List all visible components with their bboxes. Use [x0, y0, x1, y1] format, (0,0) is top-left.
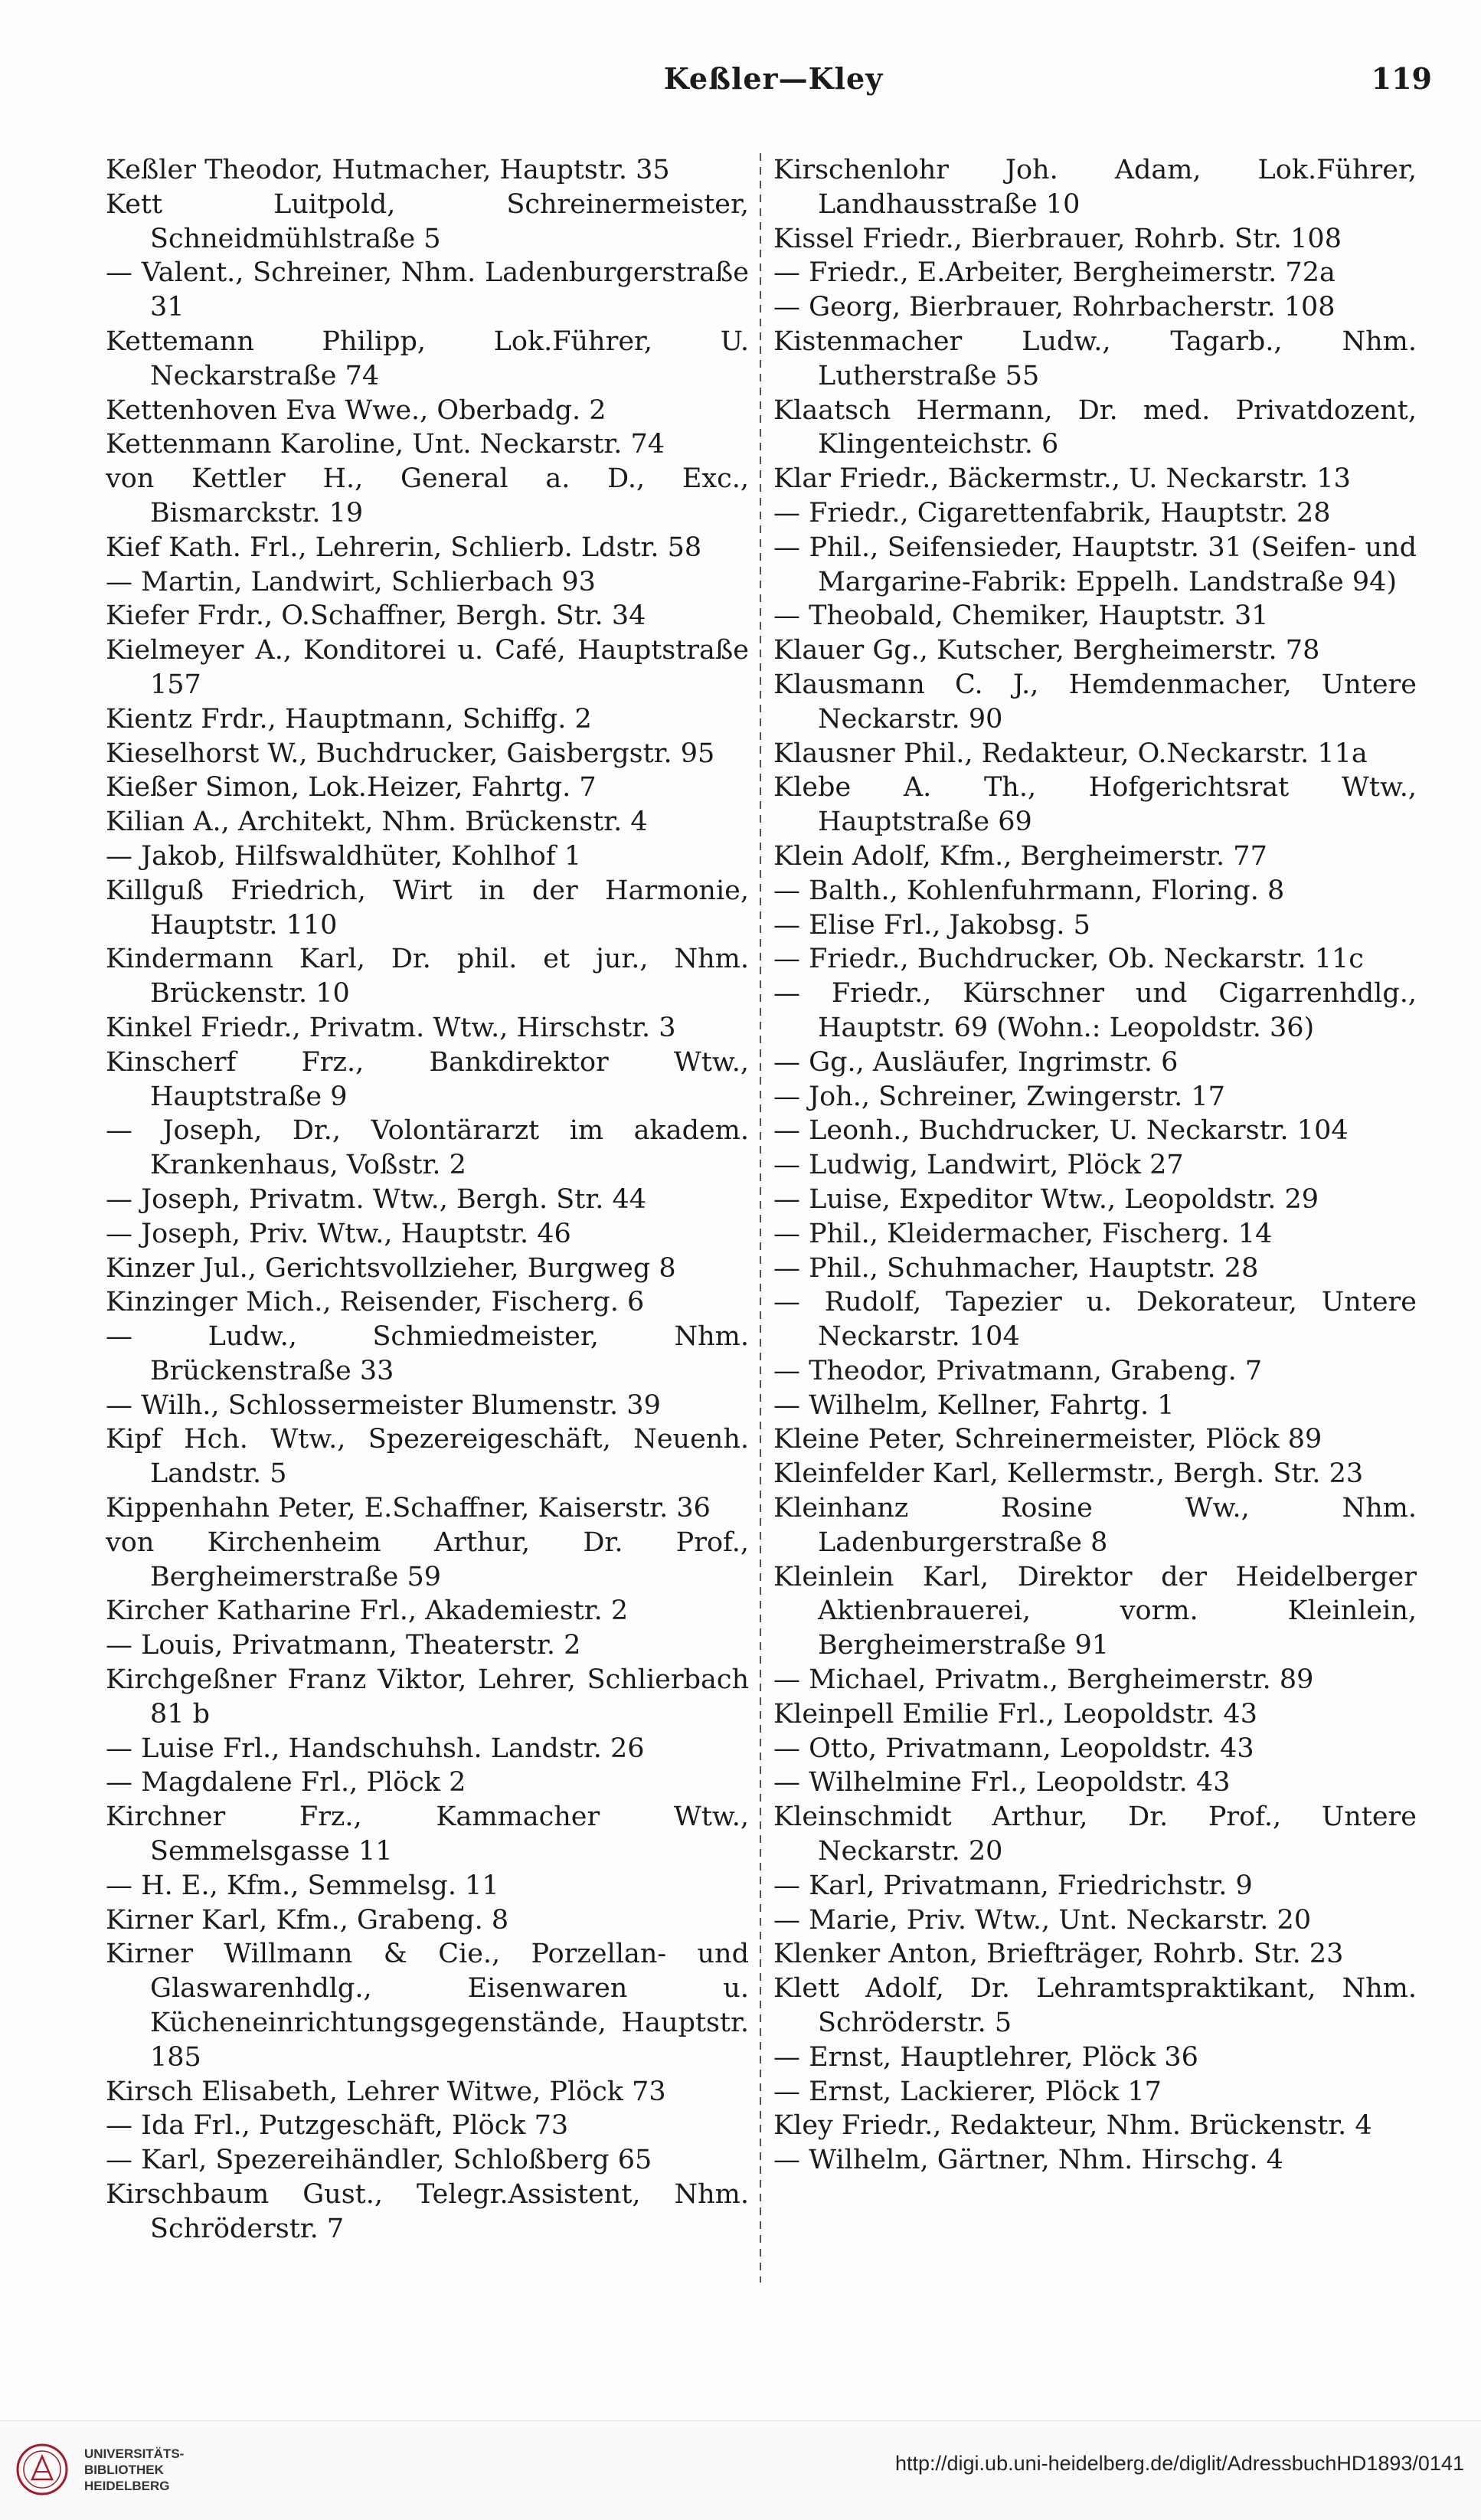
directory-entry: Kirschenlohr Joh. Adam, Lok.Führer, Landhausstraße 10 — [773, 155, 1417, 220]
directory-entry: Klenker Anton, Briefträger, Rohrb. Str. 23 — [773, 1939, 1344, 1970]
directory-entry: Klauer Gg., Kutscher, Bergheimerstr. 78 — [773, 635, 1320, 666]
directory-entry: Kleinpell Emilie Frl., Leopoldstr. 43 — [773, 1698, 1257, 1730]
directory-entry: — Otto, Privatmann, Leopoldstr. 43 — [773, 1733, 1254, 1764]
directory-entry: Kettenmann Karoline, Unt. Neckarstr. 74 — [106, 429, 665, 460]
directory-entry: Klar Friedr., Bäckermstr., U. Neckarstr. 13 — [773, 463, 1351, 495]
directory-entry: — Theodor, Privatmann, Grabeng. 7 — [773, 1355, 1263, 1386]
directory-entry: Keßler Theodor, Hutmacher, Hauptstr. 35 — [106, 155, 670, 185]
directory-entry: Klebe A. Th., Hofgerichtsrat Wtw., Hauptstraße 69 — [773, 772, 1417, 838]
directory-entry: Kindermann Karl, Dr. phil. et jur., Nhm. Brückenstr. 10 — [106, 944, 749, 1010]
directory-entry: — Joh., Schreiner, Zwingerstr. 17 — [773, 1081, 1225, 1112]
directory-entry: Klausner Phil., Redakteur, O.Neckarstr. 11a — [773, 738, 1368, 769]
directory-entry: — Friedr., Kürschner und Cigarrenhdlg., Hauptstr. 69 (Wohn.: Leopoldstr. 36) — [773, 978, 1417, 1043]
directory-entry: Kleinschmidt Arthur, Dr. Prof., Untere Neckarstr. 20 — [773, 1802, 1417, 1867]
running-title: Keßler—Kley — [663, 61, 884, 96]
directory-entry: — Joseph, Priv. Wtw., Hauptstr. 46 — [106, 1218, 571, 1249]
directory-entry: — Wilhelmine Frl., Leopoldstr. 43 — [773, 1767, 1231, 1798]
university-seal-icon — [15, 2443, 69, 2496]
directory-entry: Klaatsch Hermann, Dr. med. Privatdozent, Klingenteichstr. 6 — [773, 394, 1417, 460]
directory-entry: Kinscherf Frz., Bankdirektor Wtw., Hauptstraße 9 — [106, 1046, 749, 1112]
directory-entry: — Joseph, Dr., Volontärarzt im akadem. Krankenhaus, Voßstr. 2 — [106, 1115, 749, 1181]
directory-entry: Kielmeyer A., Konditorei u. Café, Hauptstraße 157 — [106, 635, 749, 700]
directory-entry: — Friedr., Buchdrucker, Ob. Neckarstr. 11c — [773, 944, 1364, 975]
directory-entry: Kipf Hch. Wtw., Spezereigeschäft, Neuenh. Landstr. 5 — [106, 1424, 749, 1490]
directory-entry: — Luise, Expeditor Wtw., Leopoldstr. 29 — [773, 1183, 1319, 1215]
directory-entry: Kinzinger Mich., Reisender, Fischerg. 6 — [106, 1287, 645, 1318]
directory-entry: Kley Friedr., Redakteur, Nhm. Brückenstr. 4 — [773, 2110, 1372, 2142]
column-divider — [760, 153, 761, 2283]
directory-entry: — H. E., Kfm., Semmelsg. 11 — [106, 1870, 499, 1901]
directory-entry: Kilian A., Architekt, Nhm. Brückenstr. 4 — [106, 807, 648, 838]
directory-entry: von Kettler H., General a. D., Exc., Bismarckstr. 19 — [106, 463, 749, 529]
directory-entry: — Ernst, Hauptlehrer, Plöck 36 — [773, 2041, 1198, 2073]
directory-entry: Killguß Friedrich, Wirt in der Harmonie, Hauptstr. 110 — [106, 875, 749, 941]
directory-entry: Kief Kath. Frl., Lehrerin, Schlierb. Ldstr. 58 — [106, 532, 702, 563]
directory-entry: Kirner Willmann & Cie., Porzellan- und Glaswarenhdlg., Eisenwaren u. Kücheneinrichtungsgegenstände, Hauptstr. 185 — [106, 1939, 749, 2073]
directory-entry: Kettenhoven Eva Wwe., Oberbadg. 2 — [106, 394, 606, 426]
directory-entry: — Wilhelm, Kellner, Fahrtg. 1 — [773, 1389, 1175, 1421]
directory-entry: Kistenmacher Ludw., Tagarb., Nhm. Lutherstraße 55 — [773, 326, 1417, 391]
directory-entry: Kirsch Elisabeth, Lehrer Witwe, Plöck 73 — [106, 2076, 666, 2107]
directory-entry: Klein Adolf, Kfm., Bergheimerstr. 77 — [773, 840, 1267, 872]
directory-entry: — Ernst, Lackierer, Plöck 17 — [773, 2076, 1162, 2107]
directory-entry: — Jakob, Hilfswaldhüter, Kohlhof 1 — [106, 840, 582, 872]
left-column — [106, 153, 749, 2290]
directory-entry: — Ludwig, Landwirt, Plöck 27 — [773, 1150, 1184, 1181]
directory-entry: Kießer Simon, Lok.Heizer, Fahrtg. 7 — [106, 772, 597, 803]
page-number: 119 — [1371, 61, 1432, 96]
directory-entry: — Wilhelm, Gärtner, Nhm. Hirschg. 4 — [773, 2145, 1283, 2176]
directory-entry: — Karl, Spezereihändler, Schloßberg 65 — [106, 2145, 652, 2176]
directory-entry: — Balth., Kohlenfuhrmann, Floring. 8 — [773, 875, 1285, 906]
directory-entry: — Marie, Priv. Wtw., Unt. Neckarstr. 20 — [773, 1904, 1312, 1936]
directory-entry: — Wilh., Schlossermeister Blumenstr. 39 — [106, 1389, 661, 1421]
directory-entry: — Leonh., Buchdrucker, U. Neckarstr. 104 — [773, 1115, 1349, 1147]
directory-entry: Kleinfelder Karl, Kellermstr., Bergh. Str. 23 — [773, 1458, 1364, 1490]
directory-entry: — Rudolf, Tapezier u. Dekorateur, Untere Neckarstr. 104 — [773, 1287, 1417, 1353]
directory-entry: Klausmann C. J., Hemdenmacher, Untere Neckarstr. 90 — [773, 669, 1417, 735]
directory-entry: — Magdalene Frl., Plöck 2 — [106, 1767, 466, 1798]
directory-entry: Kinkel Friedr., Privatm. Wtw., Hirschstr. 3 — [106, 1012, 676, 1043]
directory-entry: Kirchgeßner Franz Viktor, Lehrer, Schlierbach 81 b — [106, 1664, 749, 1730]
page-header — [115, 55, 1432, 109]
directory-entry: — Ludw., Schmiedmeister, Nhm. Brückenstraße 33 — [106, 1321, 749, 1386]
directory-entry: Kleine Peter, Schreinermeister, Plöck 89 — [773, 1424, 1322, 1455]
directory-entry: — Karl, Privatmann, Friedrichstr. 9 — [773, 1870, 1253, 1901]
directory-entry: — Luise Frl., Handschuhsh. Landstr. 26 — [106, 1733, 645, 1764]
directory-entry: Kippenhahn Peter, E.Schaffner, Kaiserstr. 36 — [106, 1493, 711, 1524]
directory-entry: Kissel Friedr., Bierbrauer, Rohrb. Str. 108 — [773, 223, 1342, 254]
directory-entry: — Gg., Ausläufer, Ingrimstr. 6 — [773, 1046, 1179, 1078]
directory-entry: — Louis, Privatmann, Theaterstr. 2 — [106, 1630, 581, 1661]
directory-entry: — Friedr., E.Arbeiter, Bergheimerstr. 72a — [773, 257, 1336, 289]
directory-entry: Kleinhanz Rosine Ww., Nhm. Ladenburgerstraße 8 — [773, 1493, 1417, 1558]
directory-entry: — Georg, Bierbrauer, Rohrbacherstr. 108 — [773, 292, 1336, 323]
directory-entry: — Phil., Schuhmacher, Hauptstr. 28 — [773, 1252, 1259, 1284]
directory-entry: Kientz Frdr., Hauptmann, Schiffg. 2 — [106, 703, 592, 735]
directory-entry: Kinzer Jul., Gerichtsvollzieher, Burgweg 8 — [106, 1252, 676, 1284]
directory-entry: — Theobald, Chemiker, Hauptstr. 31 — [773, 601, 1269, 632]
directory-entry: Kieselhorst W., Buchdrucker, Gaisbergstr. 95 — [106, 738, 715, 769]
directory-entry: Kleinlein Karl, Direktor der Heidelberger Aktienbrauerei, vorm. Kleinlein, Bergheimerstraße 91 — [773, 1561, 1417, 1661]
directory-entry: — Michael, Privatm., Bergheimerstr. 89 — [773, 1664, 1314, 1696]
directory-entry: Kircher Katharine Frl., Akademiestr. 2 — [106, 1595, 629, 1627]
viewer-footer — [0, 2420, 1481, 2520]
directory-entry: — Ida Frl., Putzgeschäft, Plöck 73 — [106, 2110, 569, 2142]
directory-entry: Kirchner Frz., Kammacher Wtw., Semmelsgasse 11 — [106, 1802, 749, 1867]
directory-entry: — Valent., Schreiner, Nhm. Ladenburgerstraße 31 — [106, 257, 749, 323]
directory-entry: — Martin, Landwirt, Schlierbach 93 — [106, 566, 596, 597]
directory-entry: von Kirchenheim Arthur, Dr. Prof., Bergheimerstraße 59 — [106, 1527, 749, 1592]
directory-entry: — Joseph, Privatm. Wtw., Bergh. Str. 44 — [106, 1183, 647, 1215]
directory-entry: Kirschbaum Gust., Telegr.Assistent, Nhm. Schröderstr. 7 — [106, 2179, 749, 2244]
directory-entry: — Elise Frl., Jakobsg. 5 — [773, 909, 1090, 941]
directory-entry: — Phil., Seifensieder, Hauptstr. 31 (Seifen- und Margarine-Fabrik: Eppelh. Landstraße 94) — [773, 532, 1417, 597]
directory-entry: Klett Adolf, Dr. Lehramtspraktikant, Nhm. Schröderstr. 5 — [773, 1973, 1417, 2039]
library-name: UNIVERSITÄTS- BIBLIOTHEK HEIDELBERG — [84, 2446, 185, 2493]
permalink-url[interactable]: http://digi.ub.uni-heidelberg.de/diglit/AdressbuchHD1893/0141 — [894, 2452, 1464, 2475]
directory-entry: Kirner Karl, Kfm., Grabeng. 8 — [106, 1904, 509, 1936]
directory-entry: — Friedr., Cigarettenfabrik, Hauptstr. 28 — [773, 497, 1331, 529]
directory-entry: Kett Luitpold, Schreinermeister, Schneidmühlstraße 5 — [106, 188, 749, 254]
directory-entry: — Phil., Kleidermacher, Fischerg. 14 — [773, 1218, 1273, 1249]
directory-entry: Kiefer Frdr., O.Schaffner, Bergh. Str. 34 — [106, 601, 646, 632]
right-column — [773, 153, 1417, 2290]
directory-entry: Kettemann Philipp, Lok.Führer, U. Neckarstraße 74 — [106, 326, 749, 391]
